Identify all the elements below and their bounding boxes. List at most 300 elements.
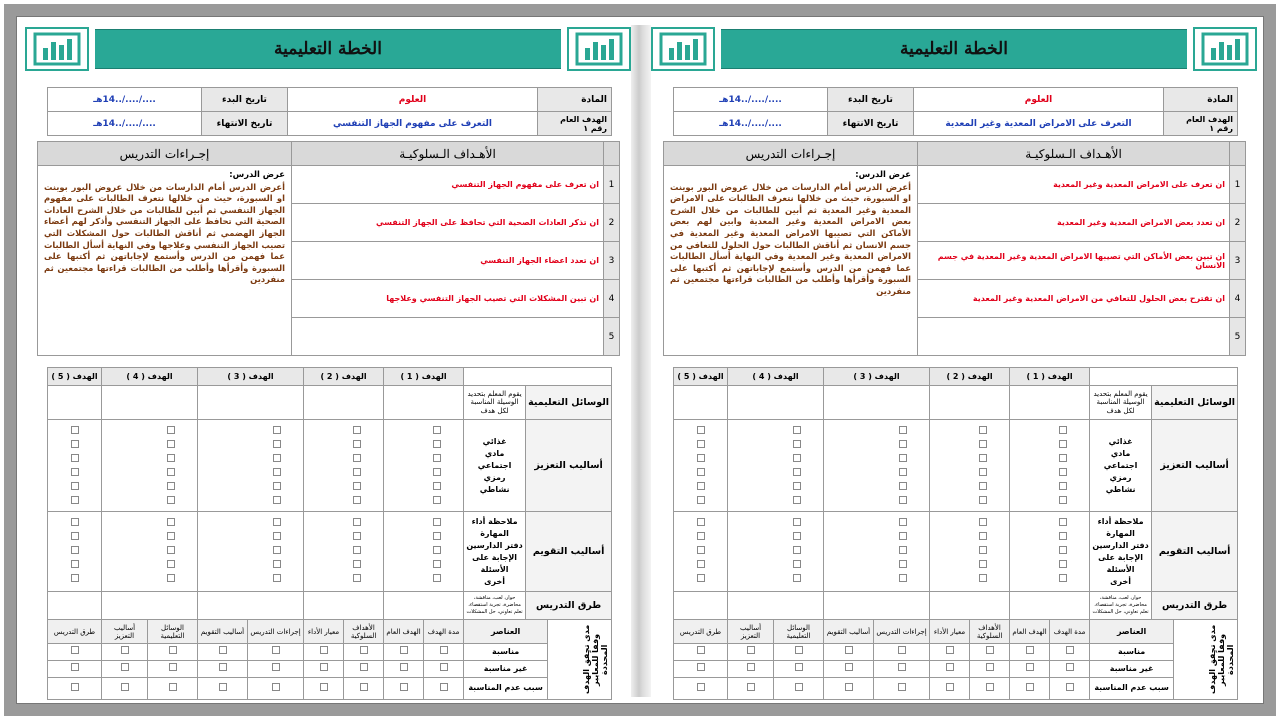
checkbox[interactable] [986,646,994,654]
reinforcement-options: غذائي مادي اجتماعي رمزي نشاطي [464,420,526,512]
objective-item: ان تعرف على الامراض المعدية وغير المعدية [918,166,1230,204]
methods-cell[interactable] [48,592,102,620]
criteria-header: الوسائل التعليمية [148,620,198,644]
aids-cell[interactable] [824,386,930,420]
checkbox[interactable] [167,440,175,448]
objective-number: 5 [604,318,620,356]
checkbox[interactable] [1059,546,1067,554]
checkbox[interactable] [71,532,79,540]
checkbox[interactable] [1059,482,1067,490]
checkbox[interactable] [793,532,801,540]
checkbox[interactable] [353,546,361,554]
checkbox[interactable] [121,683,129,691]
checkbox[interactable] [899,518,907,526]
evaluation-table [47,367,612,700]
checkbox[interactable] [433,560,441,568]
checkbox[interactable] [353,468,361,476]
checkbox[interactable] [71,440,79,448]
objectives-header: الأهـداف الـسلوكيـة [918,142,1230,166]
criteria-side-cell [1174,620,1238,700]
aids-label: الوسائل التعليمية [526,386,612,420]
checkbox[interactable] [273,426,281,434]
methods-cell[interactable] [728,592,824,620]
checkbox[interactable] [899,574,907,582]
checkbox[interactable] [747,646,755,654]
checkbox[interactable] [433,546,441,554]
objectives-header: الأهـداف الـسلوكيـة [292,142,604,166]
checkbox[interactable] [353,518,361,526]
checkbox[interactable] [793,468,801,476]
aids-note: يقوم المعلم بتحديد الوسيلة المناسبة لكل هدف [464,386,526,420]
procedures-header: إجـراءات التدريس [664,142,918,166]
chart-logo-icon [651,27,715,71]
checkbox[interactable] [1066,646,1074,654]
assessment-options: ملاحظة أداء المهارة دفتر الدارسين الإجابة على الأسئلة أخرى [464,512,526,592]
assessment-checkboxes [198,512,304,592]
checkbox[interactable] [697,560,705,568]
checkbox[interactable] [986,683,994,691]
checkbox[interactable] [273,454,281,462]
aids-cell[interactable] [198,386,304,420]
checkbox[interactable] [71,646,79,654]
checkbox[interactable] [1026,683,1034,691]
checkbox[interactable] [353,426,361,434]
checkbox[interactable] [71,546,79,554]
objective-number: 3 [604,242,620,280]
info-table [673,87,1238,136]
checkbox[interactable] [167,454,175,462]
checkbox[interactable] [353,560,361,568]
criteria-header: الهدف العام [384,620,424,644]
checkbox[interactable] [273,574,281,582]
procedures-header: إجـراءات التدريس [38,142,292,166]
checkbox[interactable] [273,546,281,554]
checkbox[interactable] [273,482,281,490]
goal-header-5: الهدف ( 5 ) [48,368,102,386]
assessment-checkboxes [304,512,384,592]
checkbox[interactable] [1066,683,1074,691]
checkbox[interactable] [400,663,408,671]
plan-header [25,25,631,73]
checkbox[interactable] [433,496,441,504]
checkbox[interactable] [946,663,954,671]
start-date-value: ..../..../..14هـ [674,88,828,112]
assessment-checkboxes [824,512,930,592]
checkbox[interactable] [71,518,79,526]
methods-cell[interactable] [198,592,304,620]
checkbox[interactable] [747,663,755,671]
objectives-table [37,141,620,356]
checkbox[interactable] [697,646,705,654]
criteria-header: مدة الهدف [1050,620,1090,644]
checkbox[interactable] [979,440,987,448]
checkbox[interactable] [979,518,987,526]
checkbox[interactable] [793,560,801,568]
checkbox[interactable] [440,646,448,654]
checkbox[interactable] [747,683,755,691]
checkbox[interactable] [697,532,705,540]
checkbox[interactable] [353,496,361,504]
checkbox[interactable] [433,574,441,582]
checkbox[interactable] [353,440,361,448]
checkbox[interactable] [986,663,994,671]
document-spread [25,25,1257,697]
checkbox[interactable] [793,440,801,448]
checkbox[interactable] [71,496,79,504]
aids-cell[interactable] [304,386,384,420]
reinforcement-label: أساليب التعزيز [1152,420,1238,512]
checkbox[interactable] [169,663,177,671]
num-header [604,142,620,166]
procedure-text: أعرض الدرس أمام الدارسات من خلال عروض البور بوينت او السبورة، حيث من خلالها نتعرف الطالبات على الامراض المعدية وغير المعدية ثم أبين للطالبات من خلال الشرح بعض الامراض المعدية وغير المعدية وابين لهم بعض الأماكن التي تصيبها الامراض المعدية وغير المعدية في جسم الانسان ثم أناقش الطالبات حول الحلول للتعافي من الامراض المعدية وغير المعدية وفي النهاية أسأل الطالبات عما فهمن من الدرس وأستمع لإجاباتهن ثم أكتبها على السبورة وأقرأها وأطلب من الطالبات قراءتها مجتمعين ثم منفردين [670,181,911,296]
checkbox[interactable] [169,646,177,654]
checkbox[interactable] [219,683,227,691]
checkbox[interactable] [979,532,987,540]
objective-number: 3 [1230,242,1246,280]
checkbox[interactable] [697,454,705,462]
checkbox[interactable] [899,482,907,490]
reinforcement-checkboxes [1010,420,1090,512]
checkbox[interactable] [353,482,361,490]
checkbox[interactable] [167,496,175,504]
criteria-header: أساليب التعزيز [102,620,148,644]
checkbox[interactable] [167,482,175,490]
checkbox[interactable] [71,663,79,671]
objective-number: 4 [604,280,620,318]
checkbox[interactable] [272,663,280,671]
checkbox[interactable] [899,426,907,434]
checkbox[interactable] [273,560,281,568]
checkbox[interactable] [167,426,175,434]
evaluation-table [673,367,1238,700]
page-left [25,25,631,697]
criteria-header: أساليب التعزيز [728,620,774,644]
objective-item [918,318,1230,356]
checkbox[interactable] [360,646,368,654]
checkbox[interactable] [793,426,801,434]
objective-number: 5 [1230,318,1246,356]
checkbox[interactable] [899,468,907,476]
checkbox[interactable] [71,560,79,568]
checkbox[interactable] [320,646,328,654]
checkbox[interactable] [979,546,987,554]
checkbox[interactable] [71,426,79,434]
checkbox[interactable] [360,683,368,691]
checkbox[interactable] [167,546,175,554]
criteria-elements: العناصر [1090,620,1174,644]
reinforcement-checkboxes [728,420,824,512]
end-date-value: ..../..../..14هـ [48,112,202,136]
checkbox[interactable] [320,663,328,671]
checkbox[interactable] [899,440,907,448]
checkbox[interactable] [1059,440,1067,448]
checkbox[interactable] [793,496,801,504]
aids-cell[interactable] [48,386,102,420]
checkbox[interactable] [697,426,705,434]
objective-item: ان تذكر العادات الصحية التي تحافظ على الجهاز التنفسي [292,204,604,242]
procedure-text: أعرض الدرس أمام الدارسات من خلال عروض البور بوينت او السبورة، حيث من خلالها نتعرف الطالبات على مفهوم الجهاز التنفسي ثم أبين للطالبات من خلال الشرح العادات الصحية التي تحافظ على الجهاز التنفسي وأذكر لهم أعضاء الجهاز الهضمي ثم أناقش الطالبات حول المشكلات التي تصيب الجهاز التنفسي وعلاجها وفي النهاية أسأل الطالبات عما فهمن من الدرس وأستمع لإجاباتهن ثم أكتبها على السبورة وأقرأها وأطلب من الطالبات قراءتها مجتمعين ثم منفردين [44,181,285,285]
checkbox[interactable] [219,646,227,654]
checkbox[interactable] [697,546,705,554]
info-table [47,87,612,136]
checkbox[interactable] [433,426,441,434]
chart-logo-icon [25,27,89,71]
assessment-label: أساليب التقويم [526,512,612,592]
objective-item [292,318,604,356]
goal-header-1: الهدف ( 1 ) [384,368,464,386]
assessment-checkboxes [102,512,198,592]
checkbox[interactable] [899,454,907,462]
checkbox[interactable] [979,560,987,568]
checkbox[interactable] [1026,663,1034,671]
checkbox[interactable] [1059,454,1067,462]
checkbox[interactable] [400,646,408,654]
checkbox[interactable] [793,574,801,582]
methods-cell[interactable] [304,592,384,620]
general-goal-value: التعرف على الامراض المعدية وغير المعدية [914,112,1164,136]
checkbox[interactable] [433,440,441,448]
checkbox[interactable] [272,683,280,691]
num-header [1230,142,1246,166]
methods-label: طرق التدريس [526,592,612,620]
checkbox[interactable] [899,546,907,554]
goal-header-1: الهدف ( 1 ) [1010,368,1090,386]
checkbox[interactable] [697,496,705,504]
page-fold [631,25,651,697]
aids-cell[interactable] [728,386,824,420]
objective-item: ان تبين بعض الأماكن التي تصيبها الامراض المعدية وغير المعدية في جسم الانسان [918,242,1230,280]
criteria-header: الوسائل التعليمية [774,620,824,644]
checkbox[interactable] [793,546,801,554]
assessment-options: ملاحظة أداء المهارة دفتر الدارسين الإجابة على الأسئلة أخرى [1090,512,1152,592]
checkbox[interactable] [433,468,441,476]
checkbox[interactable] [71,454,79,462]
objectives-table [663,141,1246,356]
aids-cell[interactable] [1010,386,1090,420]
end-date-label: تاريخ الانتهاء [202,112,288,136]
assessment-checkboxes [674,512,728,592]
assessment-checkboxes [930,512,1010,592]
checkbox[interactable] [273,440,281,448]
checkbox[interactable] [1059,574,1067,582]
checkbox[interactable] [400,683,408,691]
checkbox[interactable] [1059,496,1067,504]
assessment-label: أساليب التقويم [1152,512,1238,592]
criteria-header: طرق التدريس [674,620,728,644]
objective-item: ان تقترح بعض الحلول للتعافي من الامراض المعدية وغير المعدية [918,280,1230,318]
start-date-label: تاريخ البدء [828,88,914,112]
checkbox[interactable] [121,663,129,671]
screen-frame [4,4,1276,716]
reinforcement-checkboxes [304,420,384,512]
row-reason: سبب عدم المناسبة [464,678,548,700]
checkbox[interactable] [898,683,906,691]
checkbox[interactable] [793,454,801,462]
criteria-side-label: مدى تحقق الهدف وفقاً للمعايير المحددة [1208,624,1236,695]
checkbox[interactable] [697,482,705,490]
criteria-header: إجراءات التدريس [874,620,930,644]
checkbox[interactable] [167,574,175,582]
aids-cell[interactable] [102,386,198,420]
checkbox[interactable] [898,663,906,671]
checkbox[interactable] [71,574,79,582]
reinforcement-checkboxes [198,420,304,512]
plan-title: الخطة التعليمية [900,39,1008,59]
methods-cell[interactable] [102,592,198,620]
assessment-checkboxes [728,512,824,592]
row-not-suitable: غير مناسبة [464,661,548,678]
checkbox[interactable] [845,646,853,654]
checkbox[interactable] [979,482,987,490]
checkbox[interactable] [433,518,441,526]
objective-number: 4 [1230,280,1246,318]
checkbox[interactable] [795,663,803,671]
criteria-header: معيار الأداء [930,620,970,644]
checkbox[interactable] [697,518,705,526]
end-date-label: تاريخ الانتهاء [828,112,914,136]
checkbox[interactable] [219,663,227,671]
methods-note: حوار، لعب، مناقشة، محاضرة، تجربة استقصاء، تعلم تعاوني، حل المشكلات [1090,592,1152,620]
aids-cell[interactable] [674,386,728,420]
row-reason: سبب عدم المناسبة [1090,678,1174,700]
checkbox[interactable] [946,646,954,654]
criteria-header: الأهداف السلوكية [344,620,384,644]
checkbox[interactable] [353,574,361,582]
checkbox[interactable] [1059,532,1067,540]
checkbox[interactable] [71,683,79,691]
checkbox[interactable] [899,560,907,568]
plan-title-bar [95,29,561,69]
checkbox[interactable] [1066,663,1074,671]
aids-cell[interactable] [384,386,464,420]
reinforcement-checkboxes [48,420,102,512]
goal-header-4: الهدف ( 4 ) [102,368,198,386]
chart-logo-icon [567,27,631,71]
checkbox[interactable] [1026,646,1034,654]
objective-item: ان تبين المشكلات التي تصيب الجهاز التنفسي وعلاجها [292,280,604,318]
checkbox[interactable] [71,468,79,476]
checkbox[interactable] [273,468,281,476]
reinforcement-options: غذائي مادي اجتماعي رمزي نشاطي [1090,420,1152,512]
checkbox[interactable] [433,532,441,540]
checkbox[interactable] [433,454,441,462]
checkbox[interactable] [167,518,175,526]
checkbox[interactable] [273,518,281,526]
slide [16,16,1264,704]
procedure-title: عرض الدرس: [229,169,285,179]
checkbox[interactable] [979,468,987,476]
plan-title: الخطة التعليمية [274,39,382,59]
criteria-header: معيار الأداء [304,620,344,644]
checkbox[interactable] [795,683,803,691]
criteria-elements: العناصر [464,620,548,644]
reinforcement-checkboxes [674,420,728,512]
methods-cell[interactable] [1010,592,1090,620]
checkbox[interactable] [320,683,328,691]
goal-header-2: الهدف ( 2 ) [930,368,1010,386]
methods-note: حوار، لعب، مناقشة، محاضرة، تجربة استقصاء، تعلم تعاوني، حل المشكلات [464,592,526,620]
blank-corner [1090,368,1238,386]
checkbox[interactable] [71,482,79,490]
general-goal-value: التعرف على مفهوم الجهاز التنفسي [288,112,538,136]
methods-cell[interactable] [674,592,728,620]
checkbox[interactable] [440,683,448,691]
checkbox[interactable] [793,518,801,526]
checkbox[interactable] [845,683,853,691]
methods-cell[interactable] [930,592,1010,620]
checkbox[interactable] [169,683,177,691]
checkbox[interactable] [167,468,175,476]
checkbox[interactable] [360,663,368,671]
checkbox[interactable] [979,496,987,504]
checkbox[interactable] [1059,426,1067,434]
methods-cell[interactable] [384,592,464,620]
assessment-checkboxes [384,512,464,592]
checkbox[interactable] [697,574,705,582]
chart-logo-icon [1193,27,1257,71]
checkbox[interactable] [697,683,705,691]
reinforcement-checkboxes [384,420,464,512]
checkbox[interactable] [121,646,129,654]
blank-corner [464,368,612,386]
checkbox[interactable] [273,532,281,540]
checkbox[interactable] [979,454,987,462]
criteria-header: أساليب التقويم [824,620,874,644]
aids-cell[interactable] [930,386,1010,420]
checkbox[interactable] [272,646,280,654]
checkbox[interactable] [1059,518,1067,526]
checkbox[interactable] [795,646,803,654]
start-date-label: تاريخ البدء [202,88,288,112]
checkbox[interactable] [697,468,705,476]
checkbox[interactable] [899,532,907,540]
checkbox[interactable] [979,426,987,434]
checkbox[interactable] [979,574,987,582]
page-right [651,25,1257,697]
checkbox[interactable] [353,532,361,540]
checkbox[interactable] [898,646,906,654]
checkbox[interactable] [845,663,853,671]
checkbox[interactable] [899,496,907,504]
checkbox[interactable] [946,683,954,691]
checkbox[interactable] [273,496,281,504]
methods-cell[interactable] [824,592,930,620]
goal-header-4: الهدف ( 4 ) [728,368,824,386]
end-date-value: ..../..../..14هـ [674,112,828,136]
objective-number: 2 [1230,204,1246,242]
checkbox[interactable] [1059,468,1067,476]
checkbox[interactable] [1059,560,1067,568]
reinforcement-checkboxes [930,420,1010,512]
checkbox[interactable] [793,482,801,490]
row-suitable: مناسبة [1090,644,1174,661]
checkbox[interactable] [353,454,361,462]
plan-title-bar [721,29,1187,69]
checkbox[interactable] [697,663,705,671]
checkbox[interactable] [167,560,175,568]
checkbox[interactable] [167,532,175,540]
checkbox[interactable] [697,440,705,448]
row-suitable: مناسبة [464,644,548,661]
objective-item: ان تعدد بعض الامراض المعدية وغير المعدية [918,204,1230,242]
checkbox[interactable] [440,663,448,671]
criteria-header: الأهداف السلوكية [970,620,1010,644]
aids-note: يقوم المعلم بتحديد الوسيلة المناسبة لكل هدف [1090,386,1152,420]
procedure-title: عرض الدرس: [855,169,911,179]
goal-header-3: الهدف ( 3 ) [198,368,304,386]
checkbox[interactable] [433,482,441,490]
goal-header-2: الهدف ( 2 ) [304,368,384,386]
